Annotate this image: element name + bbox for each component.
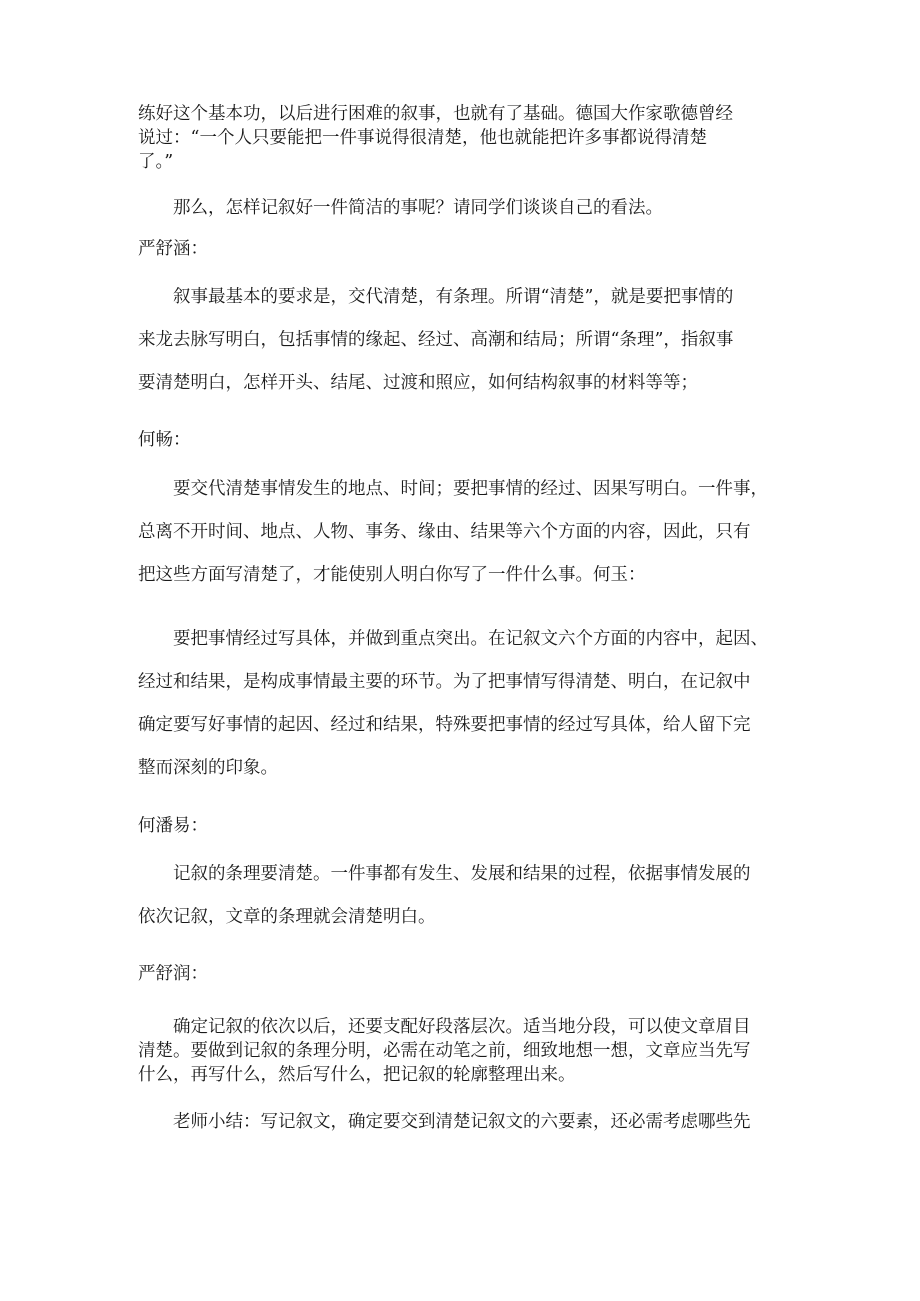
speaker-label: 何潘易： (138, 816, 208, 836)
text-line: 要交代清楚事情发生的地点、时间；要把事情的经过、因果写明白。一件事， (138, 479, 768, 499)
speaker-label: 何畅： (138, 430, 191, 450)
text-line: 老师小结：写记叙文，确定要交到清楚记叙文的六要素，还必需考虑哪些先 (138, 1112, 751, 1132)
text-line: 整而深刻的印象。 (138, 758, 278, 778)
text-line: 清楚。要做到记叙的条理分明，必需在动笔之前，细致地想一想，文章应当先写 (138, 1041, 751, 1061)
text-line: 说过：“一个人只要能把一件事说得很清楚，他也就能把许多事都说得清楚 (138, 128, 707, 148)
text-line: 要把事情经过写具体，并做到重点突出。在记叙文六个方面的内容中，起因、 (138, 629, 768, 649)
text-line: 什么，再写什么，然后写什么，把记叙的轮廓整理出来。 (138, 1065, 576, 1085)
text-line: 来龙去脉写明白，包括事情的缘起、经过、高潮和结局；所谓“条理”，指叙事 (138, 330, 734, 350)
text-line: 总离不开时间、地点、人物、事务、缘由、结果等六个方面的内容，因此，只有 (138, 522, 751, 542)
text-line: 要清楚明白，怎样开头、结尾、过渡和照应，如何结构叙事的材料等等； (138, 373, 698, 393)
speaker-label: 严舒涵： (138, 239, 208, 259)
paragraph-intro (138, 102, 788, 174)
text-line: 记叙的条理要清楚。一件事都有发生、发展和结果的过程，依据事情发展的 (138, 864, 751, 884)
paragraph-3 (138, 618, 788, 790)
paragraph-2 (138, 468, 788, 597)
text-line: 经过和结果，是构成事情最主要的环节。为了把事情写得清楚、明白，在记叙中 (138, 672, 751, 692)
text-line: 确定要写好事情的起因、经过和结果，特殊要把事情的经过写具体，给人留下完 (138, 715, 751, 735)
paragraph-5 (138, 1015, 788, 1087)
text-line: 那么，怎样记叙好一件简洁的事呢？请同学们谈谈自己的看法。 (138, 198, 663, 218)
paragraph-summary (138, 1110, 788, 1134)
text-line: 依次记叙，文章的条理就会清楚明白。 (138, 907, 436, 927)
text-line: 把这些方面写清楚了，才能使别人明白你写了一件什么事。何玉： (138, 565, 646, 585)
speaker-label: 严舒润： (138, 964, 208, 984)
paragraph-1 (138, 276, 788, 405)
text-line: 叙事最基本的要求是，交代清楚，有条理。所谓“清楚”，就是要把事情的 (138, 287, 734, 307)
paragraph-question (138, 196, 788, 220)
text-line: 确定记叙的依次以后，还要支配好段落层次。适当地分段，可以使文章眉目 (138, 1017, 751, 1037)
text-line: 练好这个基本功，以后进行困难的叙事，也就有了基础。德国大作家歌德曾经 (138, 104, 733, 124)
text-line: 了。” (138, 152, 174, 172)
paragraph-4 (138, 853, 788, 939)
